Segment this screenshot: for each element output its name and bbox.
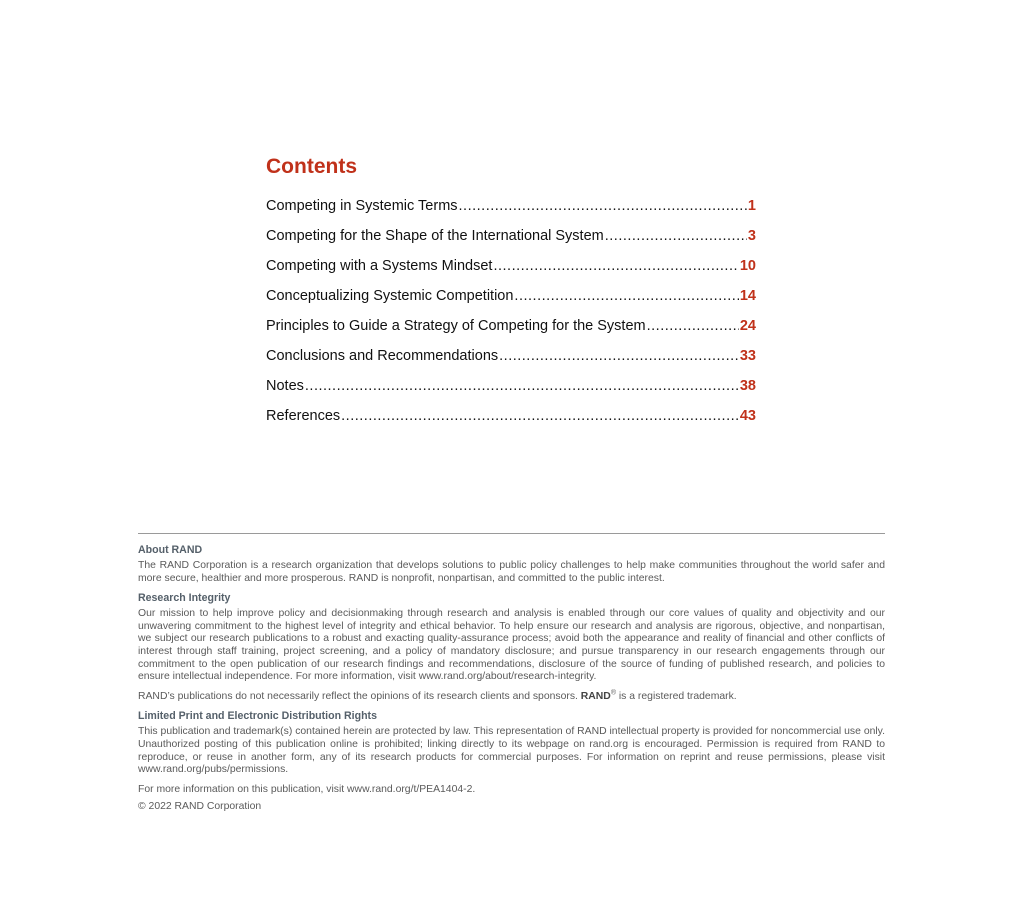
toc-entry[interactable] — [266, 228, 756, 258]
toc-entry-label: Conclusions and Recommendations — [266, 348, 499, 364]
about-text: The RAND Corporation is a research organization that develops solutions to public policy challenges to help make communities throughout the world safer and more secure, healthier and more prosperous. RAND is nonprofit, nonpartisan, and committed to the public interest. — [138, 560, 885, 584]
toc-entry-page: 24 — [739, 318, 756, 334]
toc-leader-dots — [341, 408, 739, 424]
toc-entry-page: 1 — [747, 198, 756, 214]
toc-entry-label: Notes — [266, 378, 304, 394]
copyright-text: © 2022 RAND Corporation — [138, 801, 262, 813]
toc-entry-page: 33 — [739, 348, 756, 364]
rights-heading: Limited Print and Electronic Distribution Rights — [138, 710, 377, 723]
toc-entry-page: 43 — [739, 408, 756, 424]
toc-entry-page: 3 — [747, 228, 756, 244]
toc-leader-dots — [514, 288, 738, 304]
toc-entry[interactable] — [266, 348, 756, 378]
about-section — [138, 544, 885, 819]
toc-entry-label: Competing for the Shape of the International System — [266, 228, 604, 244]
disclaimer-before: RAND’s publications do not necessarily reflect the opinions of its research clients and sponsors. — [138, 690, 578, 702]
registered-mark: ® — [610, 689, 616, 697]
toc-leader-dots — [605, 228, 747, 244]
toc-entry[interactable] — [266, 318, 756, 348]
disclaimer-text — [138, 691, 885, 704]
toc-leader-dots — [647, 318, 739, 334]
toc-entry[interactable] — [266, 378, 756, 408]
rand-brand: RAND — [580, 690, 611, 702]
about-heading: About RAND — [138, 544, 203, 556]
more-info-text: For more information on this publication, visit www.rand.org/t/PEA1404-2. — [138, 783, 476, 795]
toc-leader-dots — [305, 378, 739, 394]
toc-entry-page: 10 — [739, 258, 756, 274]
table-of-contents — [266, 150, 756, 438]
toc-entry[interactable] — [266, 198, 756, 228]
rights-text: This publication and trademark(s) contained herein are protected by law. This representation of RAND intellectual property is provided for noncommercial use only. Unauthorized posting of this publication online is prohibited; linking directly to its webpage on rand.org is encouraged. Permission is required from RAND to reproduce, or reuse in another form, any of its research products for commercial purposes. For information on reprint and reuse permissions, please visit www.rand.org/pubs/permissions. — [138, 726, 885, 776]
toc-entry-label: Conceptualizing Systemic Competition — [266, 288, 514, 304]
toc-entry-page: 14 — [739, 288, 756, 304]
section-divider — [138, 533, 885, 534]
toc-entry-label: Competing with a Systems Mindset — [266, 258, 493, 274]
toc-entry-label: Principles to Guide a Strategy of Competing for the System — [266, 318, 646, 334]
toc-entry-label: References — [266, 408, 341, 424]
toc-entry-page: 38 — [739, 378, 756, 394]
toc-entry[interactable] — [266, 288, 756, 318]
toc-leader-dots — [493, 258, 738, 274]
toc-entry-label: Competing in Systemic Terms — [266, 198, 458, 214]
toc-leader-dots — [499, 348, 739, 364]
integrity-heading: Research Integrity — [138, 592, 231, 605]
toc-entry[interactable] — [266, 258, 756, 288]
integrity-text: Our mission to help improve policy and decisionmaking through research and analysis is enabled through our core values of quality and objectivity and our unwavering commitment to the highest level of integrity and ethical behavior. To help ensure our research and analysis are rigorous, objective, and nonpartisan, we subject our research publications to a robust and exacting quality-assurance process; avoid both the appearance and reality of financial and other conflicts of interest through staff training, project screening, and a policy of mandatory disclosure; and pursue transparency in our research engagements through our commitment to the open publication of our research findings and recommendations, disclosure of the source of funding of published research, and policies to ensure intellectual independence. For more information, visit www.rand.org/about/research-integrity. — [138, 608, 885, 683]
disclaimer-after: is a registered trademark. — [618, 690, 737, 702]
contents-heading: Contents — [266, 155, 357, 178]
toc-leader-dots — [459, 198, 747, 214]
toc-entry[interactable] — [266, 408, 756, 438]
